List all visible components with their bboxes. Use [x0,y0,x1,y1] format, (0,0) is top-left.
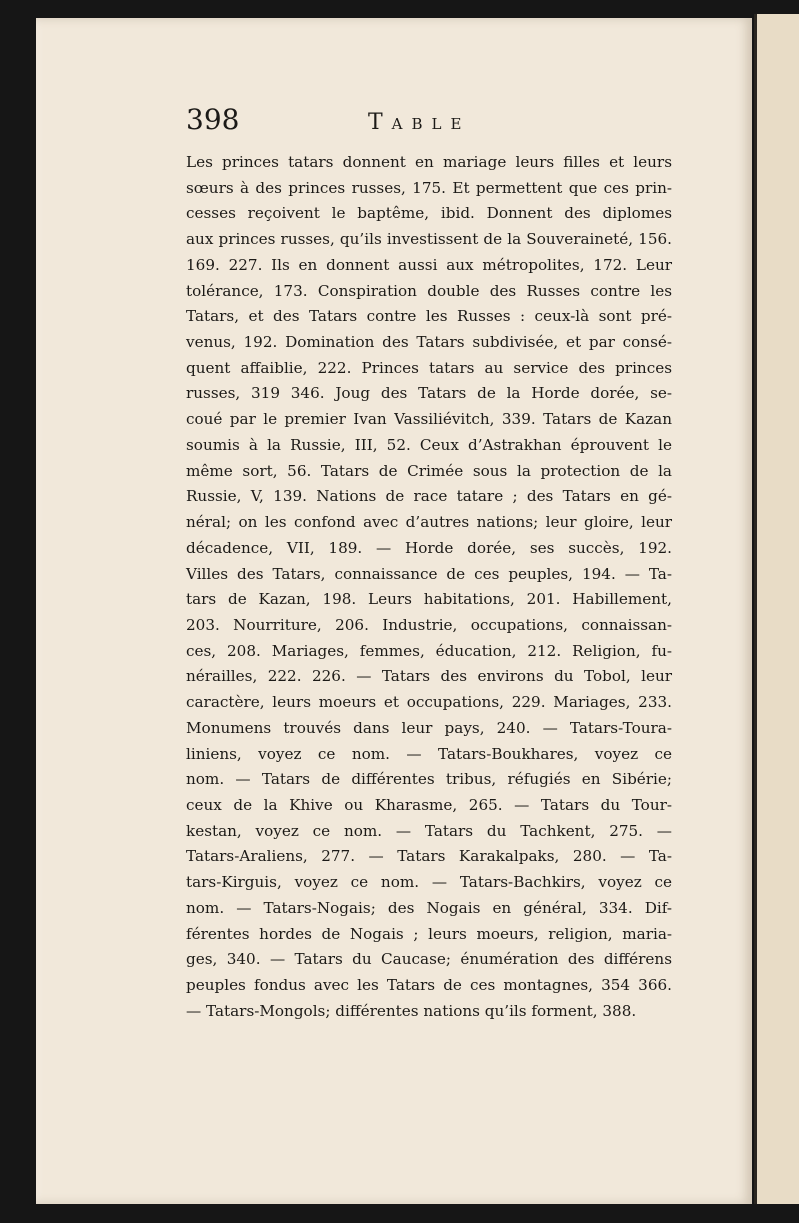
text-line: peuples fondus avec les Tatars de ces montagnes, 354 366. [186,976,672,994]
text-line: nom. — Tatars-Nogais; des Nogais en général, 334. Dif- [186,898,672,917]
text-line: Tatars, et des Tatars contre les Russes : ceux-là sont pré- [186,307,672,326]
text-line: 169. 227. Ils en donnent aussi aux métropolites, 172. Leur [186,255,672,274]
text-line: kestan, voyez ce nom. — Tatars du Tachkent, 275. — [186,821,672,840]
text-line: Villes des Tatars, connaissance de ces peuples, 194. — Ta- [186,564,672,583]
text-line: ceux de la Khive ou Kharasme, 265. — Tatars du Tour- [186,795,672,814]
index-entry-text [186,150,672,1024]
running-title: Table [368,110,471,135]
text-line: aux princes russes, qu’ils investissent de la Souveraineté, 156. [186,230,672,249]
text-line: — Tatars-Mongols; différentes nations qu’ils forment, 388. [186,1001,637,1020]
text-line: Tatars-Araliens, 277. — Tatars Karakalpaks, 280. — Ta- [186,847,672,866]
text-line: Monumens trouvés dans leur pays, 240. — Tatars-Toura- [186,718,672,737]
text-line: néral; on les confond avec d’autres nations; leur gloire, leur [186,513,672,532]
text-line: tolérance, 173. Conspiration double des Russes contre les [186,281,672,300]
text-line: cesses reçoivent le baptême, ibid. Donnent des diplomes [186,204,672,223]
page-header [186,104,670,144]
text-line: nom. — Tatars de différentes tribus, réfugiés en Sibérie; [186,770,672,789]
text-line: caractère, leurs moeurs et occupations, 229. Mariages, 233. [186,693,672,712]
text-line: férentes hordes de Nogais ; leurs moeurs, religion, maria- [186,924,672,943]
text-line: venus, 192. Domination des Tatars subdivisée, et par consé- [186,333,672,352]
text-line: liniens, voyez ce nom. — Tatars-Boukhares, voyez ce [186,744,672,763]
text-line: tars-Kirguis, voyez ce nom. — Tatars-Bachkirs, voyez ce [186,873,672,892]
text-line: tars de Kazan, 198. Leurs habitations, 201. Habillement, [186,590,672,609]
text-line: coué par le premier Ivan Vassiliévitch, 339. Tatars de Kazan [186,410,672,429]
text-line: soumis à la Russie, III, 52. Ceux d’Astrakhan éprouvent le [186,435,672,454]
text-line: Les princes tatars donnent en mariage leurs filles et leurs [186,153,672,171]
text-line: russes, 319 346. Joug des Tatars de la Horde dorée, se- [186,384,672,403]
text-line: décadence, VII, 189. — Horde dorée, ses succès, 192. [186,538,672,557]
text-line: ges, 340. — Tatars du Caucase; énumération des différens [186,950,672,969]
text-line: 203. Nourriture, 206. Industrie, occupations, connaissan- [186,615,672,634]
text-line: nérailles, 222. 226. — Tatars des environs du Tobol, leur [186,667,672,686]
text-line: même sort, 56. Tatars de Crimée sous la protection de la [186,461,672,480]
text-line: Russie, V, 139. Nations de race tatare ; des Tatars en gé- [186,487,672,506]
text-line: ces, 208. Mariages, femmes, éducation, 212. Religion, fu- [186,641,672,660]
page-number: 398 [186,103,240,136]
text-line: sœurs à des princes russes, 175. Et permettent que ces prin- [186,178,672,197]
adjacent-page-edge [754,14,799,1204]
text-line: quent affaiblie, 222. Princes tatars au service des princes [186,358,672,377]
